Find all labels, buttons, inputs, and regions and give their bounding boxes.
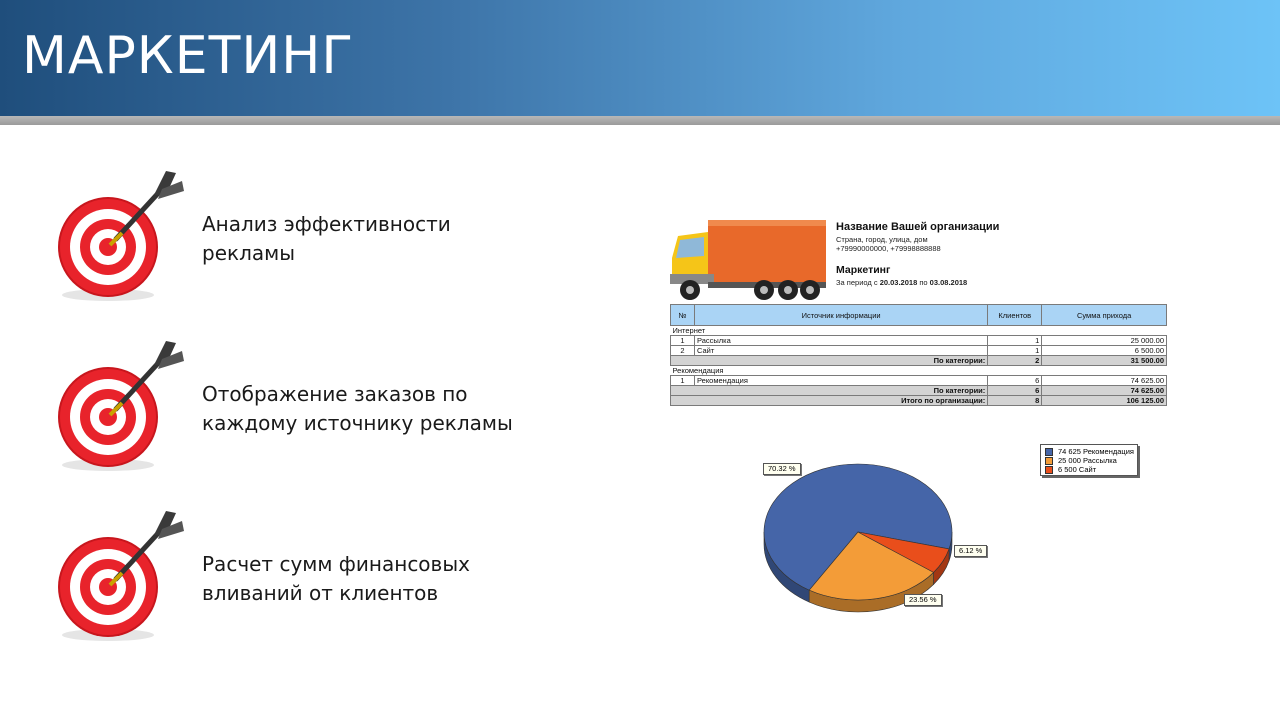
legend-swatch [1045, 466, 1053, 474]
cell-sum: 74 625.00 [1042, 376, 1167, 386]
feature-text: Анализ эффективности рекламы [202, 212, 451, 265]
col-num-header: № [671, 305, 695, 326]
cell-source: Рекомендация [694, 376, 987, 386]
table-subtotal-row [671, 356, 1167, 366]
pie-label-site: 6.12 % [954, 545, 987, 557]
truck-logo-icon [668, 218, 828, 304]
feature-item [50, 335, 530, 475]
cell-sum: 25 000.00 [1042, 336, 1167, 346]
report-table [670, 304, 1167, 406]
report-period: За период с 20.03.2018 по 03.08.2018 [836, 278, 968, 287]
legend-entry: 6 500 Сайт [1045, 465, 1137, 474]
cell-num: 2 [671, 346, 695, 356]
report-title: Маркетинг [836, 264, 891, 276]
legend-entry: 25 000 Рассылка [1045, 456, 1137, 465]
cell-source: Рассылка [694, 336, 987, 346]
group-name: Рекомендация [671, 366, 1167, 376]
table-row [671, 336, 1167, 346]
cell-clients: 1 [988, 336, 1042, 346]
col-clients-header: Клиентов [988, 305, 1042, 326]
table-total-row [671, 396, 1167, 406]
pie-label-recommendation: 70.32 % [763, 463, 801, 475]
feature-text: Отображение заказов по каждому источнику рекламы [202, 382, 513, 435]
cell-source: Сайт [694, 346, 987, 356]
table-row [671, 346, 1167, 356]
legend-entry: 74 625 Рекомендация [1045, 447, 1137, 456]
legend-swatch [1045, 448, 1053, 456]
legend-swatch [1045, 457, 1053, 465]
org-name: Название Вашей организации [836, 221, 1000, 233]
target-dart-icon [50, 505, 190, 645]
table-subtotal-row [671, 386, 1167, 396]
cell-num: 1 [671, 376, 695, 386]
feature-text: Расчет сумм финансовых вливаний от клиентов [202, 552, 470, 605]
subtotal-sum: 31 500.00 [1042, 356, 1167, 366]
feature-item [50, 505, 530, 645]
table-group-row [671, 326, 1167, 336]
subtotal-sum: 74 625.00 [1042, 386, 1167, 396]
cell-sum: 6 500.00 [1042, 346, 1167, 356]
cell-clients: 1 [988, 346, 1042, 356]
target-dart-icon [50, 165, 190, 305]
target-dart-icon [50, 335, 190, 475]
total-clients: 8 [988, 396, 1042, 406]
col-sum-header: Сумма прихода [1042, 305, 1167, 326]
pie-label-mailing: 23.56 % [904, 594, 942, 606]
total-label: Итого по организации: [671, 396, 988, 406]
org-phones: +79990000000, +79998888888 [836, 244, 941, 253]
subtotal-clients: 6 [988, 386, 1042, 396]
chart-legend [1040, 444, 1138, 476]
cell-clients: 6 [988, 376, 1042, 386]
subtotal-label: По категории: [671, 356, 988, 366]
header-divider [0, 116, 1280, 125]
col-source-header: Источник информации [694, 305, 987, 326]
subtotal-clients: 2 [988, 356, 1042, 366]
slide-title: МАРКЕТИНГ [22, 26, 355, 86]
table-group-row [671, 366, 1167, 376]
subtotal-label: По категории: [671, 386, 988, 396]
report-header [836, 222, 999, 287]
table-row [671, 376, 1167, 386]
group-name: Интернет [671, 326, 1167, 336]
total-sum: 106 125.00 [1042, 396, 1167, 406]
cell-num: 1 [671, 336, 695, 346]
org-address: Страна, город, улица, дом [836, 235, 928, 244]
feature-item [50, 165, 530, 305]
table-header-row [671, 305, 1167, 326]
